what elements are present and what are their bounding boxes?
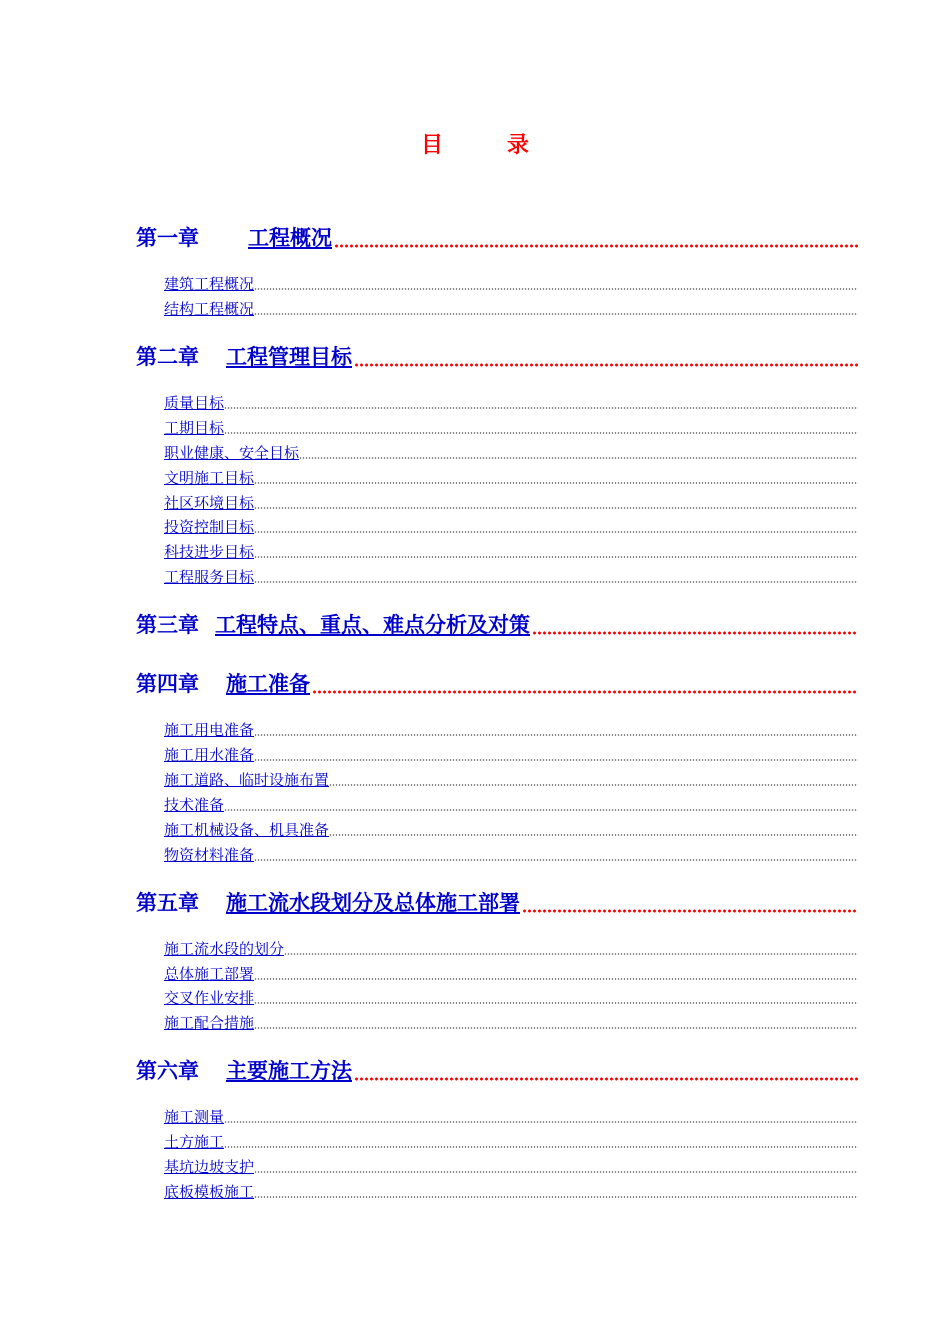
toc-section-6-2[interactable]	[154, 1132, 858, 1152]
chapter-5-title: 施工流水段划分及总体施工部署	[226, 891, 520, 915]
section-leader	[254, 507, 858, 509]
section-leader	[224, 809, 858, 811]
section-leader	[254, 1171, 858, 1173]
chapter-4-title: 施工准备	[226, 672, 310, 696]
section-label: 施工测量	[164, 1108, 225, 1126]
section-label: 土方施工	[164, 1133, 225, 1151]
section-label: 社区环境目标	[164, 494, 255, 512]
chapter-2-number: 第二章	[136, 345, 199, 369]
toc-title-char-1: 目	[420, 133, 443, 158]
chapter-3-number: 第三章	[136, 613, 199, 637]
section-leader	[254, 482, 858, 484]
toc-section-4-3[interactable]	[154, 770, 858, 790]
section-leader	[254, 734, 858, 736]
section-label: 建筑工程概况	[164, 275, 255, 293]
section-label: 施工流水段的划分	[164, 940, 285, 958]
section-label: 文明施工目标	[164, 469, 255, 487]
toc-chapter-1[interactable]	[136, 222, 858, 252]
chapter-1-heading	[136, 222, 332, 252]
section-label: 职业健康、安全目标	[164, 444, 300, 462]
section-label: 物资材料准备	[164, 846, 255, 864]
toc-section-1-2[interactable]	[154, 299, 858, 319]
section-leader	[254, 1196, 858, 1198]
chapter-6-title: 主要施工方法	[226, 1059, 352, 1083]
toc-section-5-3[interactable]	[154, 988, 858, 1008]
toc-section-2-4[interactable]	[154, 468, 858, 488]
section-leader	[254, 581, 858, 583]
toc-section-1-1[interactable]	[154, 274, 858, 294]
section-leader	[254, 531, 858, 533]
section-label: 基坑边坡支护	[164, 1158, 255, 1176]
section-leader	[329, 834, 858, 836]
chapter-6-number: 第六章	[136, 1059, 199, 1083]
section-label: 工程服务目标	[164, 568, 255, 586]
toc-section-4-2[interactable]	[154, 745, 858, 765]
section-label: 结构工程概况	[164, 300, 255, 318]
chapter-4-heading	[136, 668, 310, 698]
section-label: 施工配合措施	[164, 1014, 255, 1032]
toc-section-6-1[interactable]	[154, 1107, 858, 1127]
toc-section-5-4[interactable]	[154, 1013, 858, 1033]
chapter-3-leader	[532, 631, 858, 635]
section-label: 技术准备	[164, 796, 225, 814]
toc-section-2-7[interactable]	[154, 542, 858, 562]
section-leader	[224, 432, 858, 434]
toc-section-2-2[interactable]	[154, 418, 858, 438]
section-label: 投资控制目标	[164, 518, 255, 536]
toc-section-2-3[interactable]	[154, 443, 858, 463]
chapter-5-leader	[522, 909, 858, 913]
section-label: 总体施工部署	[164, 965, 255, 983]
chapter-1-number: 第一章	[136, 226, 199, 250]
section-label: 质量目标	[164, 394, 225, 412]
toc-section-2-8[interactable]	[154, 567, 858, 587]
section-label: 施工道路、临时设施布置	[164, 771, 330, 789]
section-leader	[299, 457, 858, 459]
section-leader	[224, 1121, 858, 1123]
chapter-5-number: 第五章	[136, 891, 199, 915]
section-leader	[254, 759, 858, 761]
chapter-3-heading	[136, 609, 530, 639]
section-leader	[254, 1002, 858, 1004]
section-label: 施工用电准备	[164, 721, 255, 739]
toc-section-5-2[interactable]	[154, 964, 858, 984]
chapter-3-title: 工程特点、重点、难点分析及对策	[215, 613, 530, 637]
chapter-2-leader	[354, 363, 858, 367]
section-label: 交叉作业安排	[164, 989, 255, 1007]
section-leader	[254, 288, 858, 290]
toc-section-6-4[interactable]	[154, 1182, 858, 1202]
section-label: 施工机械设备、机具准备	[164, 821, 330, 839]
section-leader	[224, 1146, 858, 1148]
chapter-6-heading	[136, 1055, 352, 1085]
toc-section-5-1[interactable]	[154, 939, 858, 959]
section-label: 工期目标	[164, 419, 225, 437]
chapter-1-leader	[334, 244, 858, 248]
toc-title	[0, 128, 950, 159]
section-leader	[254, 313, 858, 315]
chapter-5-heading	[136, 887, 520, 917]
section-label: 科技进步目标	[164, 543, 255, 561]
section-leader	[224, 407, 858, 409]
toc-title-char-2: 录	[507, 133, 530, 158]
section-leader	[254, 556, 858, 558]
toc-section-4-4[interactable]	[154, 795, 858, 815]
section-label: 底板模板施工	[164, 1183, 255, 1201]
chapter-6-leader	[354, 1077, 858, 1081]
toc-chapter-3[interactable]	[136, 609, 858, 639]
section-leader	[284, 953, 858, 955]
toc-chapter-4[interactable]	[136, 668, 858, 698]
toc-section-2-6[interactable]	[154, 517, 858, 537]
toc-section-2-1[interactable]	[154, 393, 858, 413]
chapter-4-number: 第四章	[136, 672, 199, 696]
section-leader	[254, 1027, 858, 1029]
section-leader	[329, 784, 858, 786]
toc-chapter-6[interactable]	[136, 1055, 858, 1085]
chapter-2-heading	[136, 341, 352, 371]
toc-section-4-1[interactable]	[154, 720, 858, 740]
section-leader	[254, 978, 858, 980]
section-leader	[254, 859, 858, 861]
toc-section-4-5[interactable]	[154, 820, 858, 840]
section-label: 施工用水准备	[164, 746, 255, 764]
toc-chapter-5[interactable]	[136, 887, 858, 917]
chapter-2-title: 工程管理目标	[226, 345, 352, 369]
toc-section-4-6[interactable]	[154, 845, 858, 865]
toc-section-2-5[interactable]	[154, 493, 858, 513]
toc-section-6-3[interactable]	[154, 1157, 858, 1177]
chapter-4-leader	[312, 690, 858, 694]
toc-chapter-2[interactable]	[136, 341, 858, 371]
chapter-1-title: 工程概况	[248, 226, 332, 250]
